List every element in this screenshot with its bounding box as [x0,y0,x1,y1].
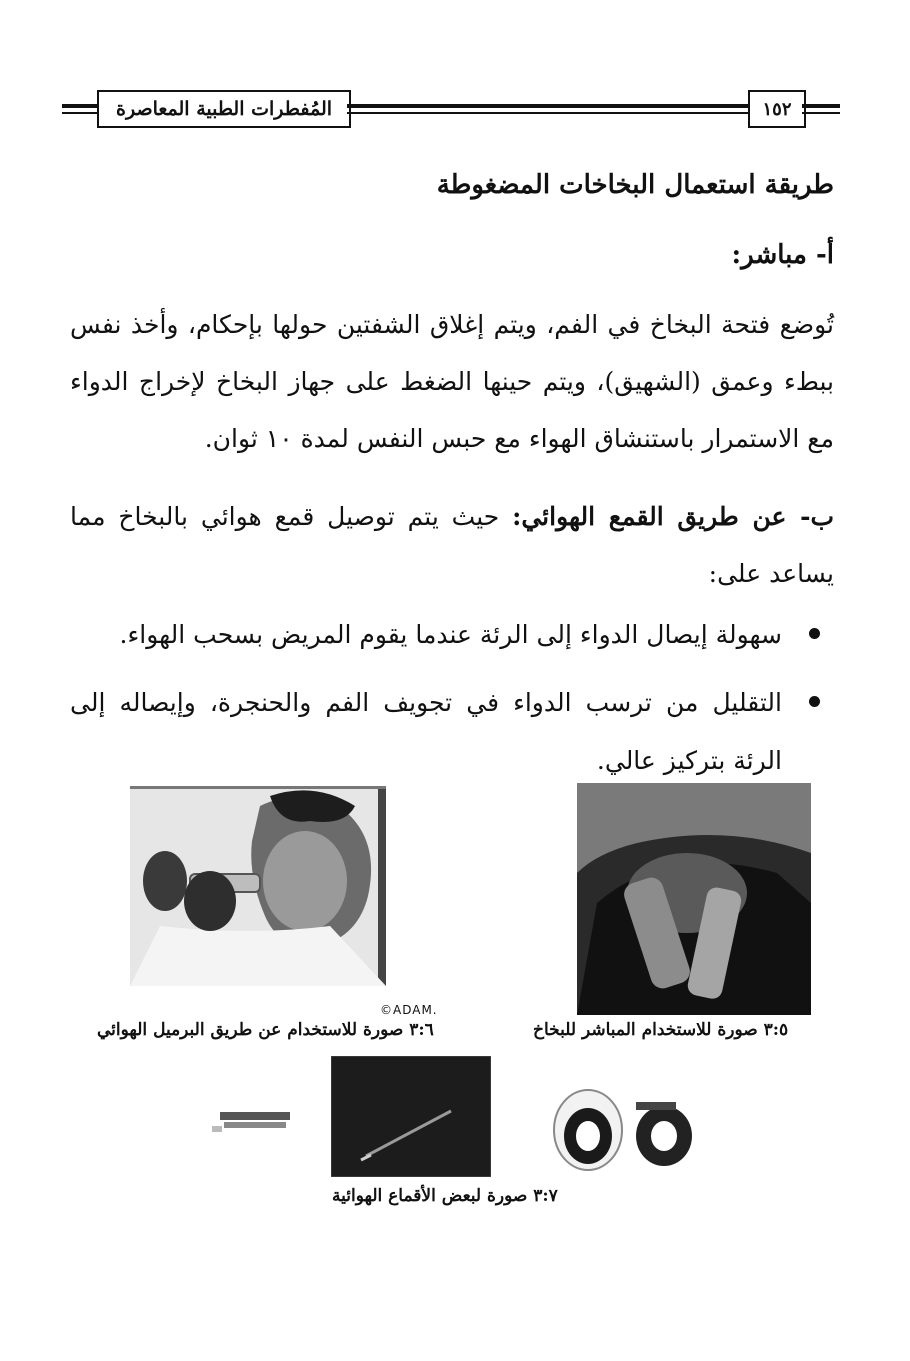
paragraph-direct-use-text: تُوضع فتحة البخاخ في الفم، ويتم إغلاق الشفتين حولها بإحكام، وأخذ نفس ببطء وعمق (الشهيق)، ويتم حينها الضغط على جهاز البخاخ لإخراج الدواء مع الاستمرار باستنشاق الهواء مع حبس النفس لمدة ١٠ ثوان. [70,310,834,453]
sub-heading-b: ب- عن طريق القمع الهوائي: [512,502,834,531]
photo-spacer-rings [540,1084,706,1176]
photo-spacer-chamber [331,1056,491,1177]
list-item-text: التقليل من ترسب الدواء في تجويف الفم والحنجرة، وإيصاله إلى الرئة بتركيز عالي. [70,688,782,775]
photo-spacer-rings-image [540,1084,706,1176]
photo-spacer-chamber-image [331,1056,491,1177]
photo-direct-use-image [577,783,811,1015]
list-item [70,606,834,664]
photo-spacer-small-device-image [206,1102,304,1136]
benefits-list [70,606,834,790]
running-title [97,90,351,128]
photo-credit: ©ADAM. [380,1003,438,1017]
running-title-text: المُفطرات الطبية المعاصرة [116,98,333,120]
bullet-icon [809,696,820,707]
header-rule-left-thin [62,112,97,114]
page-number-text: ١٥٢ [762,98,792,120]
bullet-icon [809,628,820,639]
page-number [748,90,806,128]
sub-heading-a: أ- مباشر: [731,240,834,270]
header-rule-right-thin [802,112,840,114]
header-rule-left [62,104,97,108]
figure-caption-3-6: ٣:٦ صورة للاستخدام عن طريق البرميل الهوائي [97,1020,434,1040]
header-rule-middle-thin [347,112,748,114]
photo-direct-use [577,783,811,1015]
header-rule-middle [347,104,748,108]
list-item [70,674,834,790]
photo-spacer-use [130,786,386,986]
section-heading: طريقة استعمال البخاخات المضغوطة [436,170,834,200]
paragraph-spacer-method [70,488,834,602]
photo-spacer-small-device [206,1102,304,1136]
figure-caption-3-5: ٣:٥ صورة للاستخدام المباشر للبخاخ [533,1020,789,1040]
figure-caption-3-7: ٣:٧ صورة لبعض الأقماع الهوائية [332,1186,558,1206]
header-rule-right [802,104,840,108]
list-item-text: سهولة إيصال الدواء إلى الرئة عندما يقوم المريض بسحب الهواء. [119,620,782,649]
paragraph-direct-use [70,296,834,467]
paragraph-spacer-text: حيث يتم توصيل قمع هوائي بالبخاخ مما يساعد على: [70,502,834,588]
photo-spacer-use-image [130,786,386,986]
